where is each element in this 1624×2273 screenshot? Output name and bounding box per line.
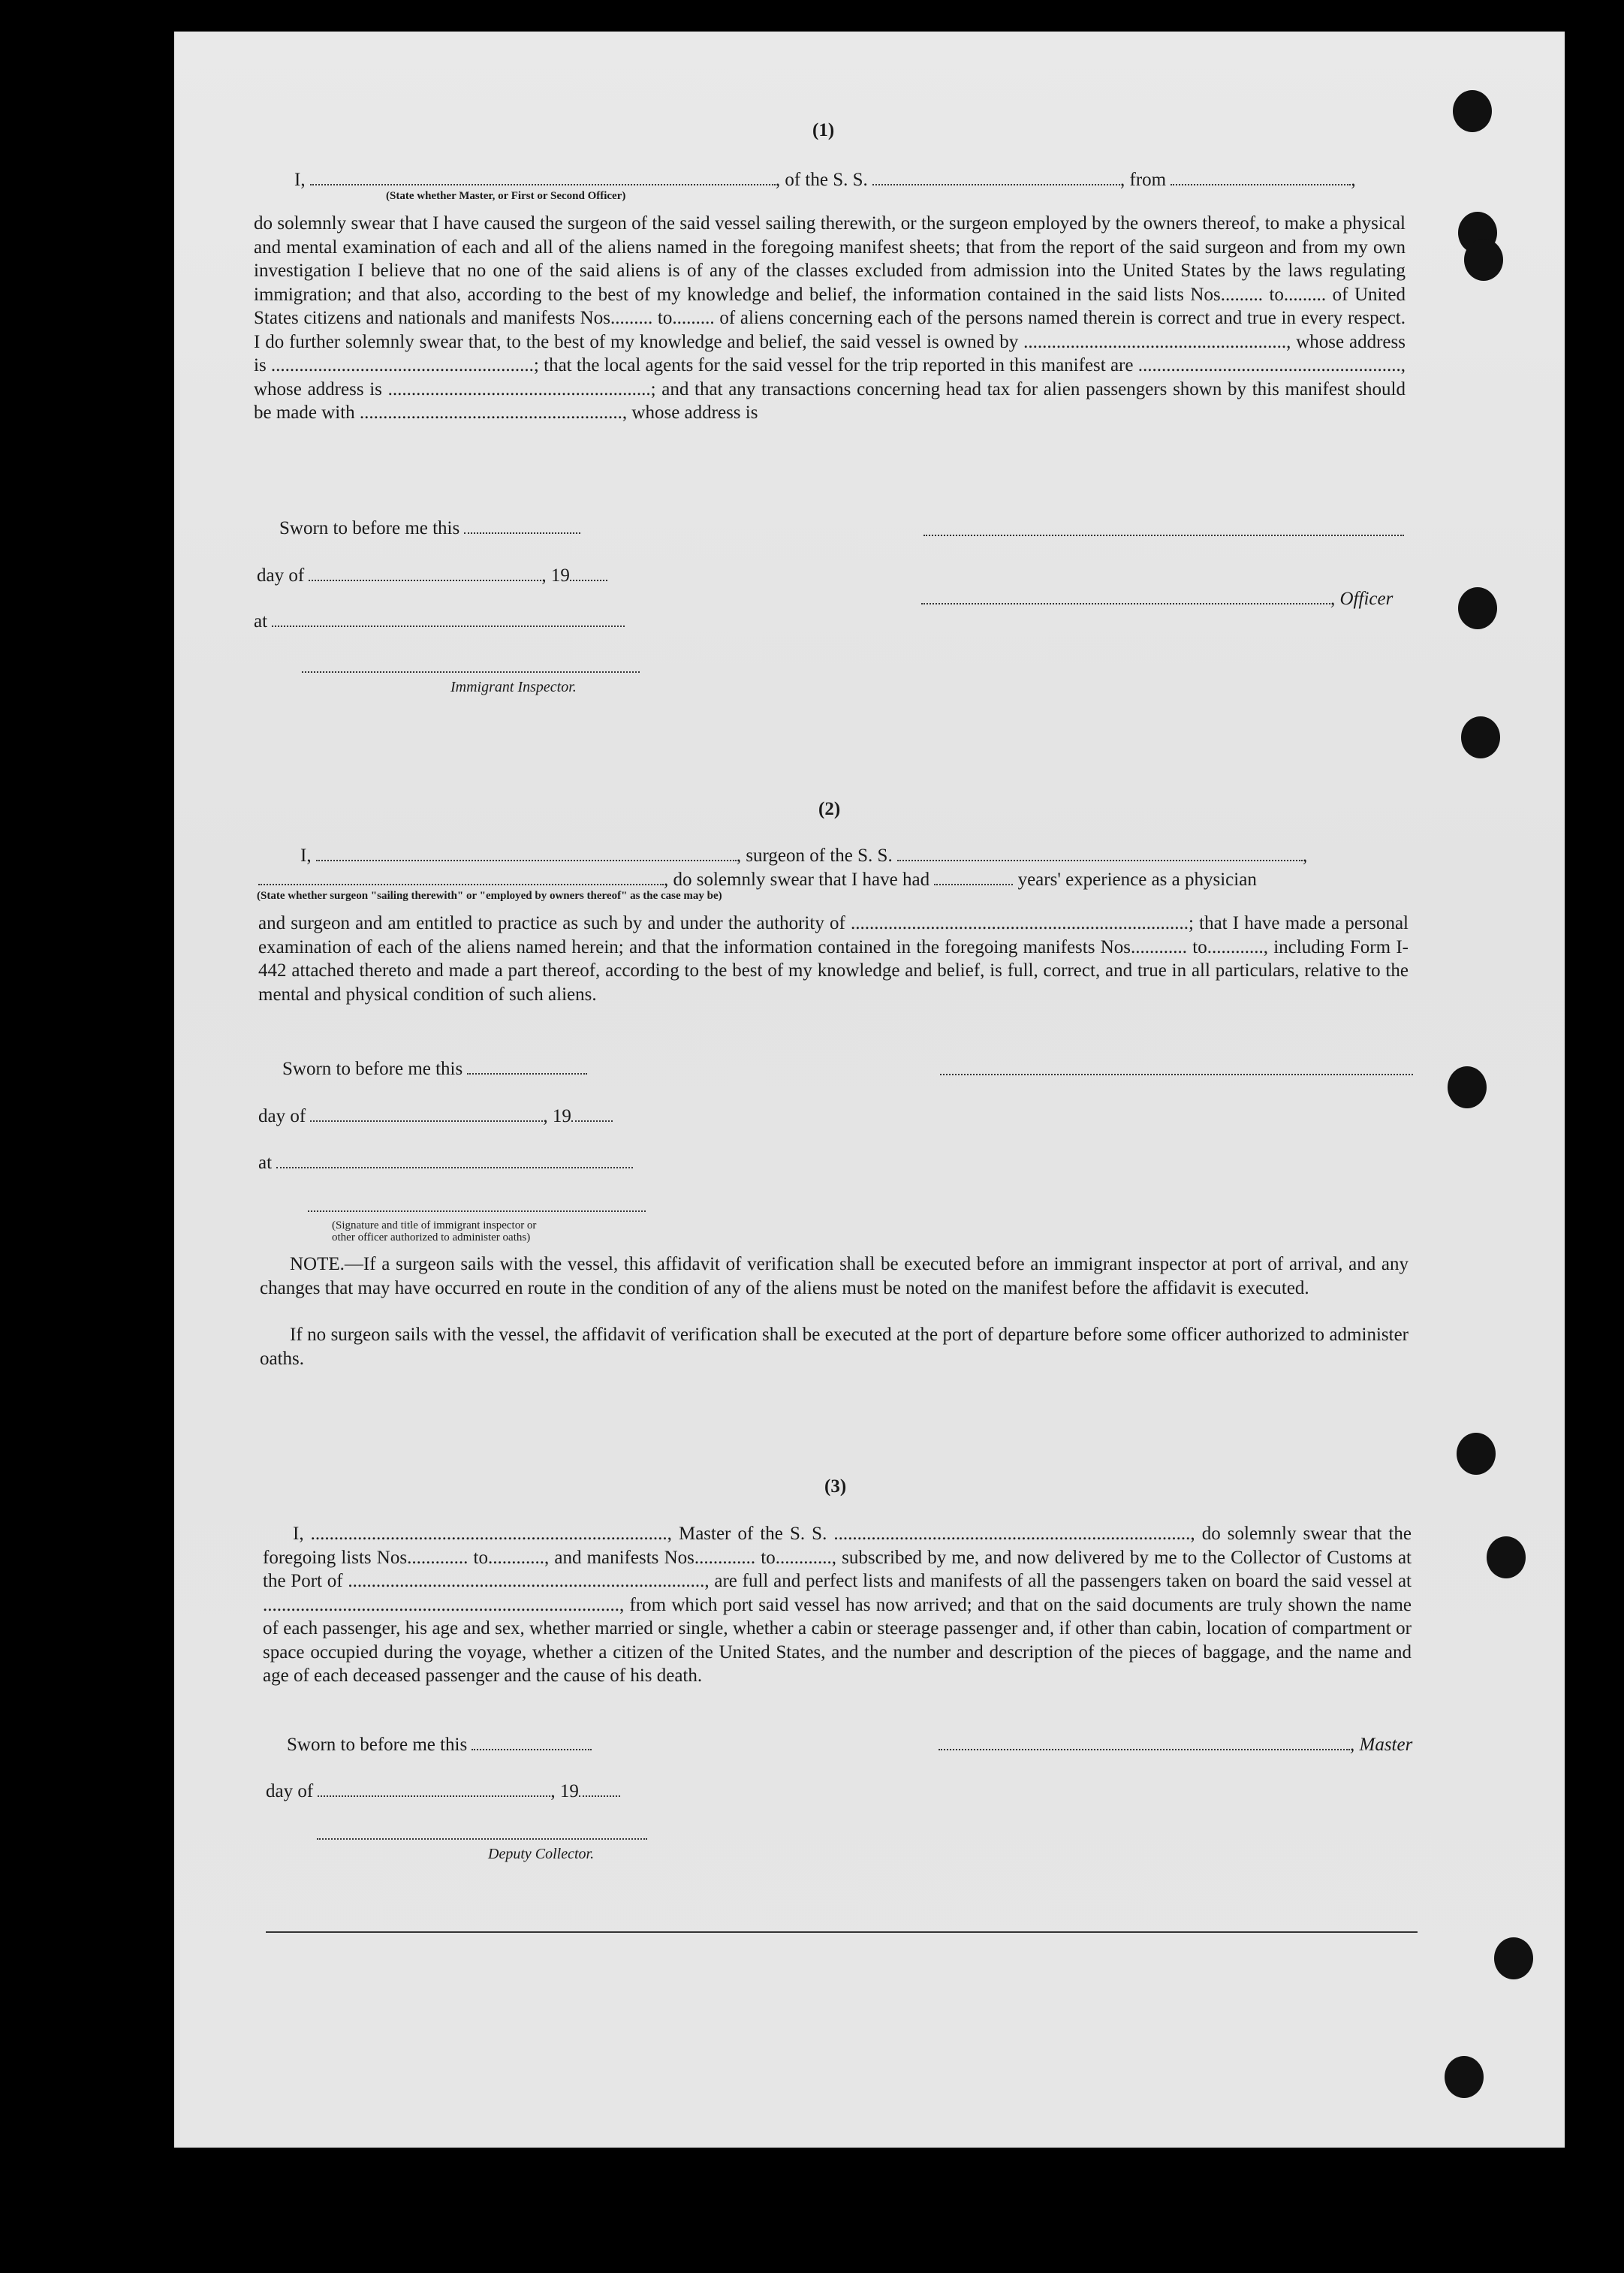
form-sheet	[174, 32, 1565, 2148]
sworn-date-field-3[interactable]	[472, 1735, 592, 1750]
binder-hole	[1458, 587, 1497, 629]
signature-caption-1: (Signature and title of immigrant inspector or	[332, 1219, 537, 1231]
bleed-through-text	[820, 497, 1624, 523]
surgeon-name-field[interactable]	[316, 846, 737, 861]
bottom-rule	[266, 1931, 1418, 1933]
section-1-day-line: day of , 19	[257, 565, 607, 586]
note-paragraph-2: If no surgeon sails with the vessel, the affidavit of verification shall be executed at the port of departure before some officer authorized to administer oaths.	[260, 1325, 1409, 1369]
collector-signature-line[interactable]	[317, 1838, 647, 1840]
section-2-surgeon-line: I, , surgeon of the S. S. ,	[300, 846, 1308, 866]
section-3-sworn-line: Sworn to before me this	[287, 1735, 592, 1756]
inspector-signature-line[interactable]	[302, 671, 640, 673]
master-name-field[interactable]	[310, 170, 776, 185]
section-2-number: (2)	[818, 799, 841, 819]
master-caption: (State whether Master, or First or Second Officer)	[386, 190, 626, 202]
section-3-oath-paragraph: I, ............................................................................, Master of the S. S. ............................................................................, do solemnly swear that the foregoing lists Nos............. to............, and manifests Nos............. to............, subscribed by me, and now delivered by me to the Collector of Customs at the Port of ............................................................................, are full and perfect lists and manifests of all the passengers taken on board the said vessel at ............................................................................, from which port said vessel has now arrived; and that on the said documents are truly shown the name of each passenger, his age and sex, whether married or single, whether a cabin or steerage passenger and, if other than cabin, location of compartment or space occupied during the voyage, whether a citizen of the United States, and the number and description of the pieces of baggage, and the name and age of each deceased passenger and the cause of his death.	[263, 1524, 1412, 1686]
binder-hole	[1445, 2056, 1484, 2098]
at-place-field[interactable]	[272, 612, 625, 627]
day-of-field-3[interactable]	[318, 1782, 550, 1797]
surgeon-caption: (State whether surgeon "sailing therewith" or "employed by owners thereof" as the case may be)	[257, 890, 722, 902]
binder-hole	[1448, 1066, 1487, 1108]
binder-hole	[1487, 1536, 1526, 1578]
binder-hole	[1453, 90, 1492, 132]
day-of-field[interactable]	[309, 566, 541, 581]
year-field-3[interactable]	[579, 1782, 620, 1797]
section-3-day-line: day of , 19	[266, 1781, 620, 1802]
section-1-number: (1)	[812, 120, 835, 140]
binder-hole	[1461, 716, 1500, 758]
officer-field[interactable]	[921, 589, 1330, 604]
section-2-sworn-line: Sworn to before me this	[282, 1059, 587, 1080]
note-paragraph-1: NOTE.—If a surgeon sails with the vessel, this affidavit of verification shall be executed before an immigrant inspector at port of arrival, and any changes that may have occurred en route in the condition of any of the aliens must be noted on the manifest before the affidavit is executed.	[260, 1254, 1409, 1298]
master-signature-line: , Master	[939, 1735, 1412, 1756]
inspector-caption: Immigrant Inspector.	[450, 679, 577, 695]
surgeon-signature-line[interactable]	[940, 1074, 1413, 1075]
section-3-number: (3)	[824, 1476, 847, 1497]
year-field-2[interactable]	[571, 1107, 613, 1122]
collector-caption: Deputy Collector.	[488, 1846, 595, 1862]
officer-signature-line[interactable]	[923, 535, 1404, 536]
section-2-day-line: day of , 19	[258, 1106, 613, 1127]
surgeon-status-field[interactable]	[258, 870, 664, 885]
section-1-at-line: at	[254, 611, 625, 632]
section-1-oath-paragraph: do solemnly swear that I have caused the surgeon of the said vessel sailing therewith, or the surgeon employed by the owners thereof, to make a physical and mental examination of each and all of the aliens named in the foregoing manifest sheets; that from the report of the said surgeon and from my own investigation I believe that no one of the said aliens is of any of the classes excluded from admission into the United States by the laws regulating immigration; and that also, according to the best of my knowledge and belief, the information contained in the said lists Nos......... to......... of United States citizens and nationals and manifests Nos......... to......... of aliens concerning each of the persons named therein is correct and true in every respect. I do further solemnly swear that, to the best of my knowledge and belief, the said vessel is owned by ........................................................, whose address is ........................................................; that the local agents for the said vessel for the trip reported in this manifest are ........................................................, whose address is ........................................................; and that any transactions concerning head tax for alien passengers shown by this manifest should be made with ........................................................, whose address is	[254, 213, 1406, 423]
years-experience-field[interactable]	[934, 870, 1013, 885]
section-2-oath-paragraph: and surgeon and am entitled to practice as such by and under the authority of ........................................................................; that I have made a personal examination of each of the aliens named herein; and that the information contained in the foregoing manifests Nos............ to............, including Form I-442 attached thereto and made a part thereof, according to the best of my knowledge and belief, is full, correct, and true in all particulars, relative to the mental and physical condition of such aliens.	[258, 913, 1409, 1005]
binder-hole	[1494, 1937, 1533, 1979]
vessel-name-field[interactable]	[872, 170, 1120, 185]
verification-signature-line[interactable]	[308, 1210, 646, 1212]
section-1-master-line: I, , of the S. S. , from ,	[294, 170, 1356, 190]
section-2-experience-line: , do solemnly swear that I have had years' experience as a physician	[258, 870, 1257, 891]
year-field[interactable]	[570, 566, 607, 581]
binder-hole	[1464, 239, 1503, 281]
sworn-date-field[interactable]	[464, 519, 580, 534]
section-1-sworn-line: Sworn to before me this	[279, 518, 580, 539]
signature-caption-2: other officer authorized to administer oaths)	[332, 1231, 531, 1244]
officer-line: , Officer	[921, 589, 1393, 610]
day-of-field-2[interactable]	[310, 1107, 543, 1122]
binder-hole	[1457, 1433, 1496, 1475]
master-signature-field[interactable]	[939, 1735, 1350, 1750]
at-place-field-2[interactable]	[276, 1153, 633, 1168]
section-2-at-line: at	[258, 1153, 633, 1174]
sworn-date-field-2[interactable]	[467, 1060, 587, 1075]
surgeon-vessel-field[interactable]	[897, 846, 1303, 861]
from-port-field[interactable]	[1171, 170, 1351, 185]
